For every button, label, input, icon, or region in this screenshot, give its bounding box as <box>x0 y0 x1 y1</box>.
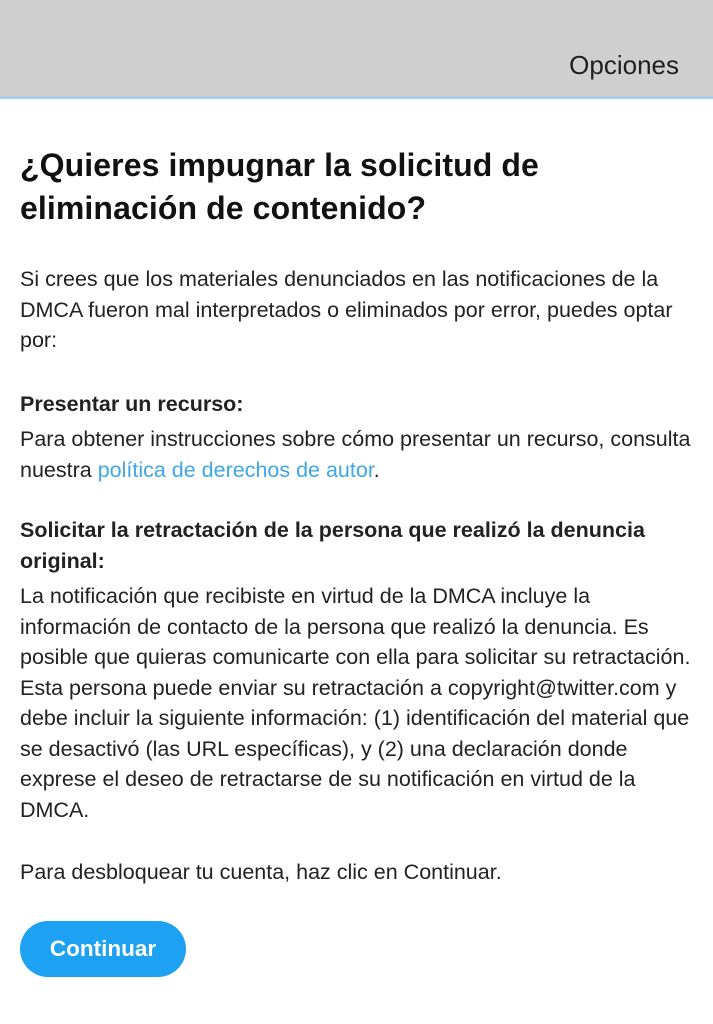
page-title: ¿Quieres impugnar la solicitud de eliminación de contenido? <box>20 147 539 226</box>
retraction-heading: Solicitar la retractación de la persona que realizó la denuncia original: <box>20 518 645 573</box>
continue-button[interactable]: Continuar <box>20 921 186 977</box>
intro-text: Si crees que los materiales denunciados en las notificaciones de la DMCA fueron mal interpretados o eliminados por error, puedes optar por: <box>20 267 673 352</box>
appeal-heading: Presentar un recurso: <box>20 391 244 416</box>
options-button[interactable]: Opciones <box>569 50 679 80</box>
main-content <box>0 144 713 977</box>
retraction-text: La notificación que recibiste en virtud de la DMCA incluye la información de contacto de la persona que realizó la denuncia. Es posible que quieras comunicarte con ella para solicitar su retractación. Esta persona puede enviar su retractación a copyright@twitter.com y debe incluir la siguiente información: (1) identificación del material que se desactivó (las URL específicas), y (2) una declaración donde exprese el deseo de retractarse de su notificación en virtud de la DMCA. <box>20 584 691 822</box>
appeal-text-before-link: Para obtener instrucciones sobre cómo presentar un recurso, consulta nuestra <box>20 427 691 482</box>
appeal-text <box>20 424 693 485</box>
copyright-policy-link[interactable]: política de derechos de autor <box>97 457 374 482</box>
unlock-instructions: Para desbloquear tu cuenta, haz clic en Continuar. <box>20 860 502 884</box>
appeal-text-after-link: . <box>373 457 380 482</box>
top-bar <box>0 0 713 99</box>
